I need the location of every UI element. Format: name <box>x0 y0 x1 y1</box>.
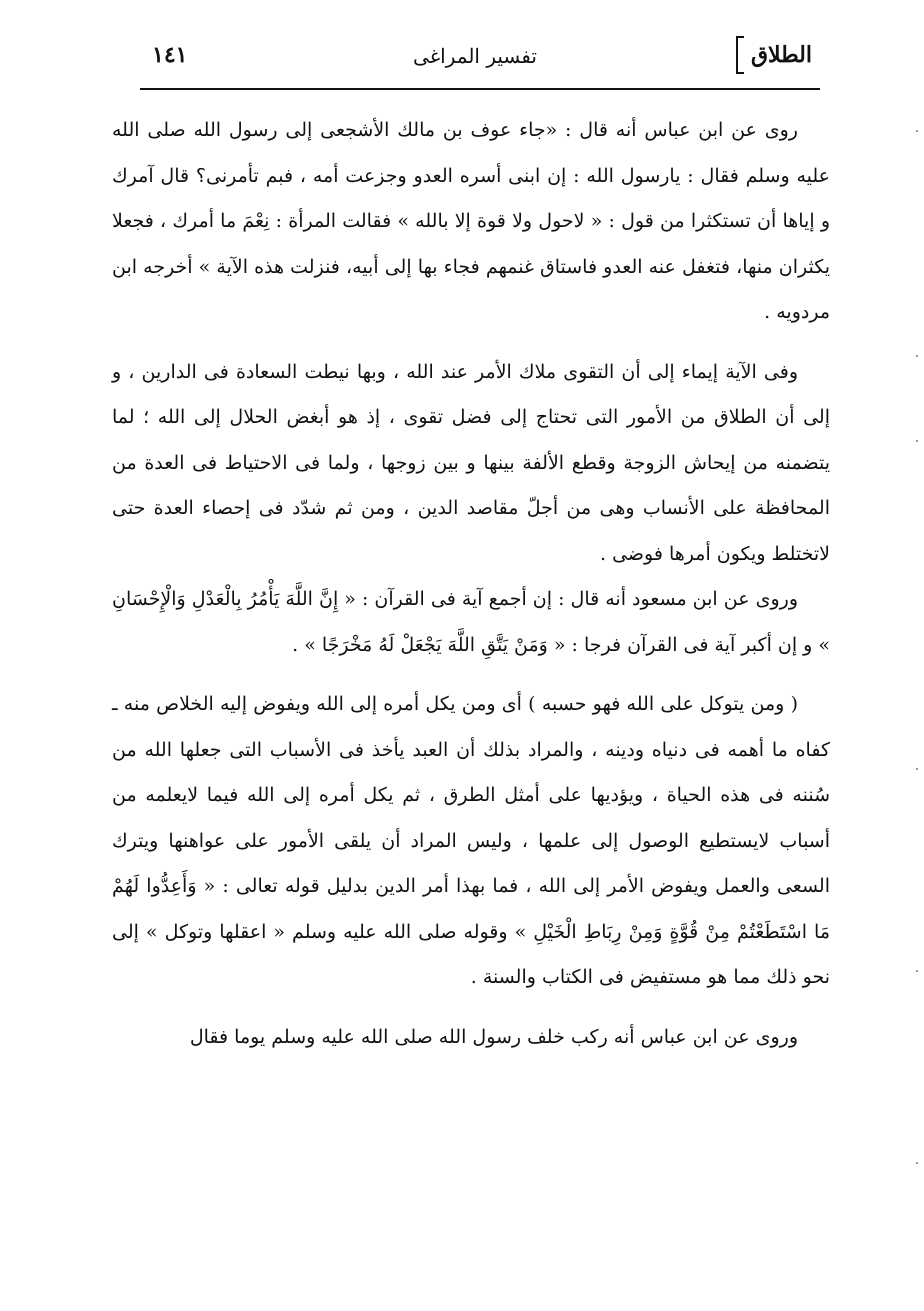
scan-speck <box>916 768 918 770</box>
paragraph-hadith-auf: روى عن ابن عباس أنه قال : «جاء عوف بن مالك الأشجعى إلى رسول الله صلى الله عليه وسلم فقال : يارسول الله : إن ابنى أسره العدو وجزعت أمه ، فبم تأمرنى؟ قال آمرك و إياها أن تستكثرا من قول : « لاحول ولا قوة إلا بالله » فقالت المرأة : نِعْمَ ما أمرك ، فجعلا يكثران منها، فتغفل عنه العدو فاستاق غنمهم فجاء بها إلى أبيه، فنزلت هذه الآية » أخرجه ابن مردويه . <box>112 119 830 323</box>
paragraph-ibn-masud: وروى عن ابن مسعود أنه قال : إن أجمع آية فى القرآن : « إِنَّ اللَّهَ يَأْمُرُ بِالْعَدْلِ وَالْإِحْسَانِ » و إن أكبر آية فى القرآن فرجا : « وَمَنْ يَتَّقِ اللَّهَ يَجْعَلْ لَهُ مَخْرَجًا » . <box>112 588 830 656</box>
scan-speck <box>916 130 918 132</box>
scan-speck <box>916 970 918 972</box>
book-title: تفسير المراغى <box>413 44 537 68</box>
scan-speck <box>916 1162 918 1164</box>
paragraph-ibn-abbas: وروى عن ابن عباس أنه ركب خلف رسول الله صلى الله عليه وسلم يوما فقال <box>189 1025 798 1048</box>
page-number: ١٤١ <box>152 42 188 68</box>
scan-speck <box>916 440 918 442</box>
page-body <box>112 108 830 1060</box>
header-divider <box>140 88 820 90</box>
scan-margin-marks <box>908 0 922 1311</box>
scan-speck <box>916 355 918 357</box>
surah-name: الطلاق <box>750 42 812 68</box>
paragraph-taqwa: وفى الآية إيماء إلى أن التقوى ملاك الأمر عند الله ، وبها نيطت السعادة فى الدارين ، و إلى أن الطلاق من الأمور التى تحتاج إلى فضل تقوى ، إذ هو أبغض الحلال إلى الله ؛ لما يتضمنه من إيحاش الزوجة وقطع الألفة بينها و بين زوجها ، ولما فى الاحتياط فى العدة من المحافظة على الأنساب وهى من أجلّ مقاصد الدين ، ومن ثم شدّد فى إحصاء العدة حتى لاتختلط ويكون أمرها فوضى . <box>112 360 830 565</box>
page-header <box>130 36 820 84</box>
paragraph-tawakkul: ( ومن يتوكل على الله فهو حسبه ) أى ومن يكل أمره إلى الله ويفوض إليه الخلاص منه ـ كفاه ما أهمه فى دنياه ودينه ، والمراد بذلك أن العبد يأخذ فى الأسباب التى جعلها الله من سُننه فى هذه الحياة ، ويؤديها على أمثل الطرق ، ثم يكل أمره إلى الله فيما لايعلمه من أسباب لايستطيع الوصول إلى علمها ، وليس المراد أن يلقى الأمور على عواهنها ويترك السعى والعمل ويفوض الأمر إلى الله ، فما بهذا أمر الدين بدليل قوله تعالى : « وَأَعِدُّوا لَهُمْ مَا اسْتَطَعْتُمْ مِنْ قُوَّةٍ وَمِنْ رِبَاطِ الْخَيْلِ » وقوله صلى الله عليه وسلم « اعقلها وتوكل » إلى نحو ذلك مما هو مستفيض فى الكتاب والسنة . <box>112 693 830 988</box>
